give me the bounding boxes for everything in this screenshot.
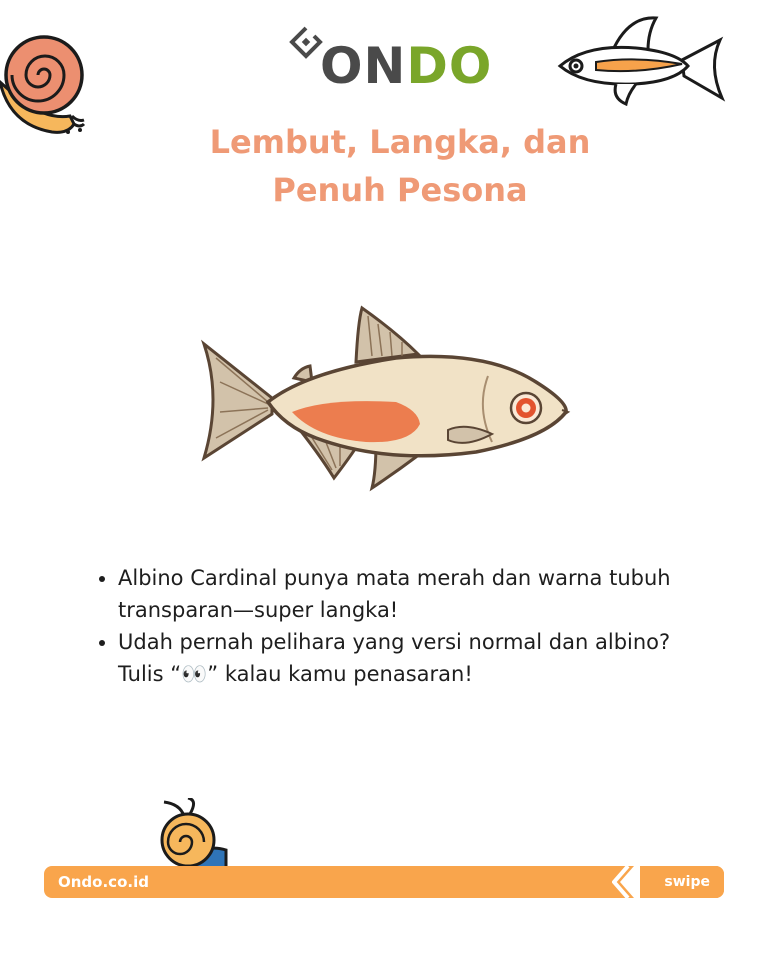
neon-fish-icon bbox=[556, 14, 728, 106]
small-snail-icon bbox=[144, 798, 228, 868]
title-line-2: Penuh Pesona bbox=[272, 171, 528, 209]
page-title bbox=[0, 118, 768, 214]
logo-wordmark: ONDO bbox=[320, 37, 493, 95]
bullet-list bbox=[92, 562, 718, 690]
footer-bar bbox=[44, 866, 724, 898]
ondo-logo bbox=[286, 22, 493, 102]
swipe-button[interactable] bbox=[628, 866, 724, 898]
swipe-arrow-icon bbox=[612, 866, 642, 898]
footer-url-link[interactable]: Ondo.co.id bbox=[58, 873, 149, 891]
title-line-1: Lembut, Langka, dan bbox=[209, 123, 591, 161]
albino-cardinal-fish bbox=[196, 302, 576, 492]
bullet-item-2: • Udah pernah pelihara yang versi normal dan albino? Tulis “👀” kalau kamu penasaran! bbox=[118, 626, 718, 690]
bullet-item-1: • Albino Cardinal punya mata merah dan warna tubuh transparan—super langka! bbox=[118, 562, 718, 626]
swipe-label: swipe bbox=[664, 874, 710, 890]
